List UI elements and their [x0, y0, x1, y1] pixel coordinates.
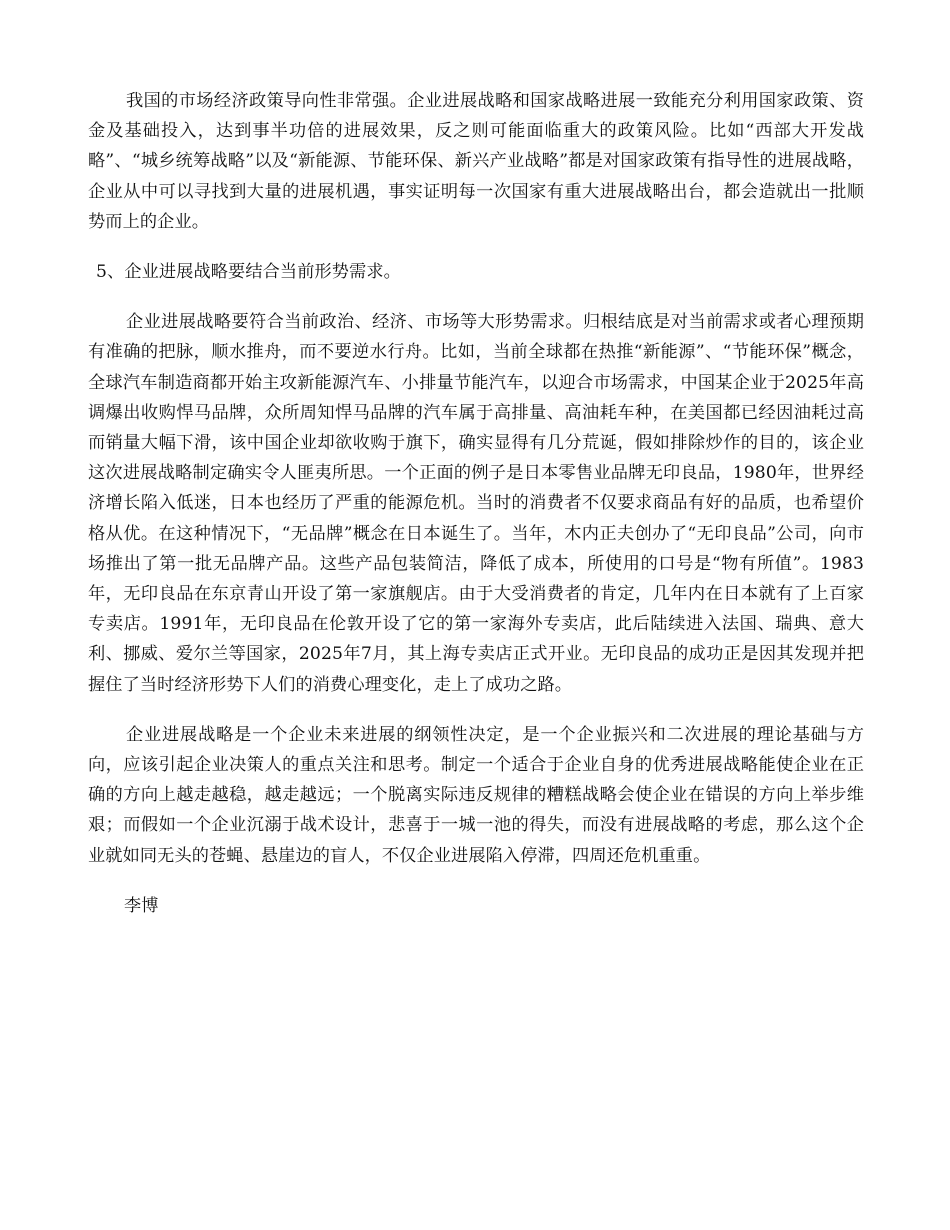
author-signature: 李博 [124, 895, 159, 916]
paragraph-policy-guidance: 我国的市场经济政策导向性非常强。企业进展战略和国家战略进展一致能充分利用国家政策、资金及基础投入，达到事半功倍的进展效果，反之则可能面临重大的政策风险。比如“西部大开发战略”、“城乡统筹战略”以及“新能源、节能环保、新兴产业战略”都是对国家政策有指导性的进展战略，企业从中可以寻找到大量的进展机遇，事实证明每一次国家有重大进展战略出台，都会造就出一批顺势而上的企业。 [88, 91, 864, 232]
paragraph-strategy-importance: 企业进展战略是一个企业未来进展的纲领性决定，是一个企业振兴和二次进展的理论基础与方向，应该引起企业决策人的重点关注和思考。制定一个适合于企业自身的优秀进展战略能使企业在正确的方向上越走越稳，越走越远；一个脱离实际违反规律的糟糕战略会使企业在错误的方向上举步维艰；而假如一个企业沉溺于战术设计，悲喜于一城一池的得失，而没有进展战略的考虑，那么这个企业就如同无头的苍蝇、悬崖边的盲人，不仅企业进展陷入停滞，四周还危机重重。 [88, 724, 864, 866]
section-heading: 5、企业进展战略要结合当前形势需求。 [96, 262, 401, 283]
paragraph-market-trends: 企业进展战略要符合当前政治、经济、市场等大形势需求。归根结底是对当前需求或者心理预期有准确的把脉，顺水推舟，而不要逆水行舟。比如，当前全球都在热推“新能源”、“节能环保”概念，全球汽车制造商都开始主攻新能源汽车、小排量节能汽车，以迎合市场需求，中国某企业于2025年高调爆出收购悍马品牌，众所周知悍马品牌的汽车属于高排量、高油耗车种，在美国都已经因油耗过高而销量大幅下滑，该中国企业却欲收购于旗下，确实显得有几分荒诞，假如排除炒作的目的，该企业这次进展战略制定确实令人匪夷所思。一个正面的例子是日本零售业品牌无印良品，1980年，世界经济增长陷入低迷，日本也经历了严重的能源危机。当时的消费者不仅要求商品有好的品质，也希望价格从优。在这种情况下，“无品牌”概念在日本诞生了。当年，木内正夫创办了“无印良品”公司，向市场推出了第一批无品牌产品。这些产品包装简洁，降低了成本，所使用的口号是“物有所值”。1983年，无印良品在东京青山开设了第一家旗舰店。由于大受消费者的肯定，几年内在日本就有了上百家专卖店。1991年，无印良品在伦敦开设了它的第一家海外专卖店，此后陆续进入法国、瑞典、意大利、挪威、爱尔兰等国家，2025年7月，其上海专卖店正式开业。无印良品的成功正是因其发现并把握住了当时经济形势下人们的消费心理变化，走上了成功之路。 [88, 312, 864, 695]
document-page [88, 86, 864, 921]
